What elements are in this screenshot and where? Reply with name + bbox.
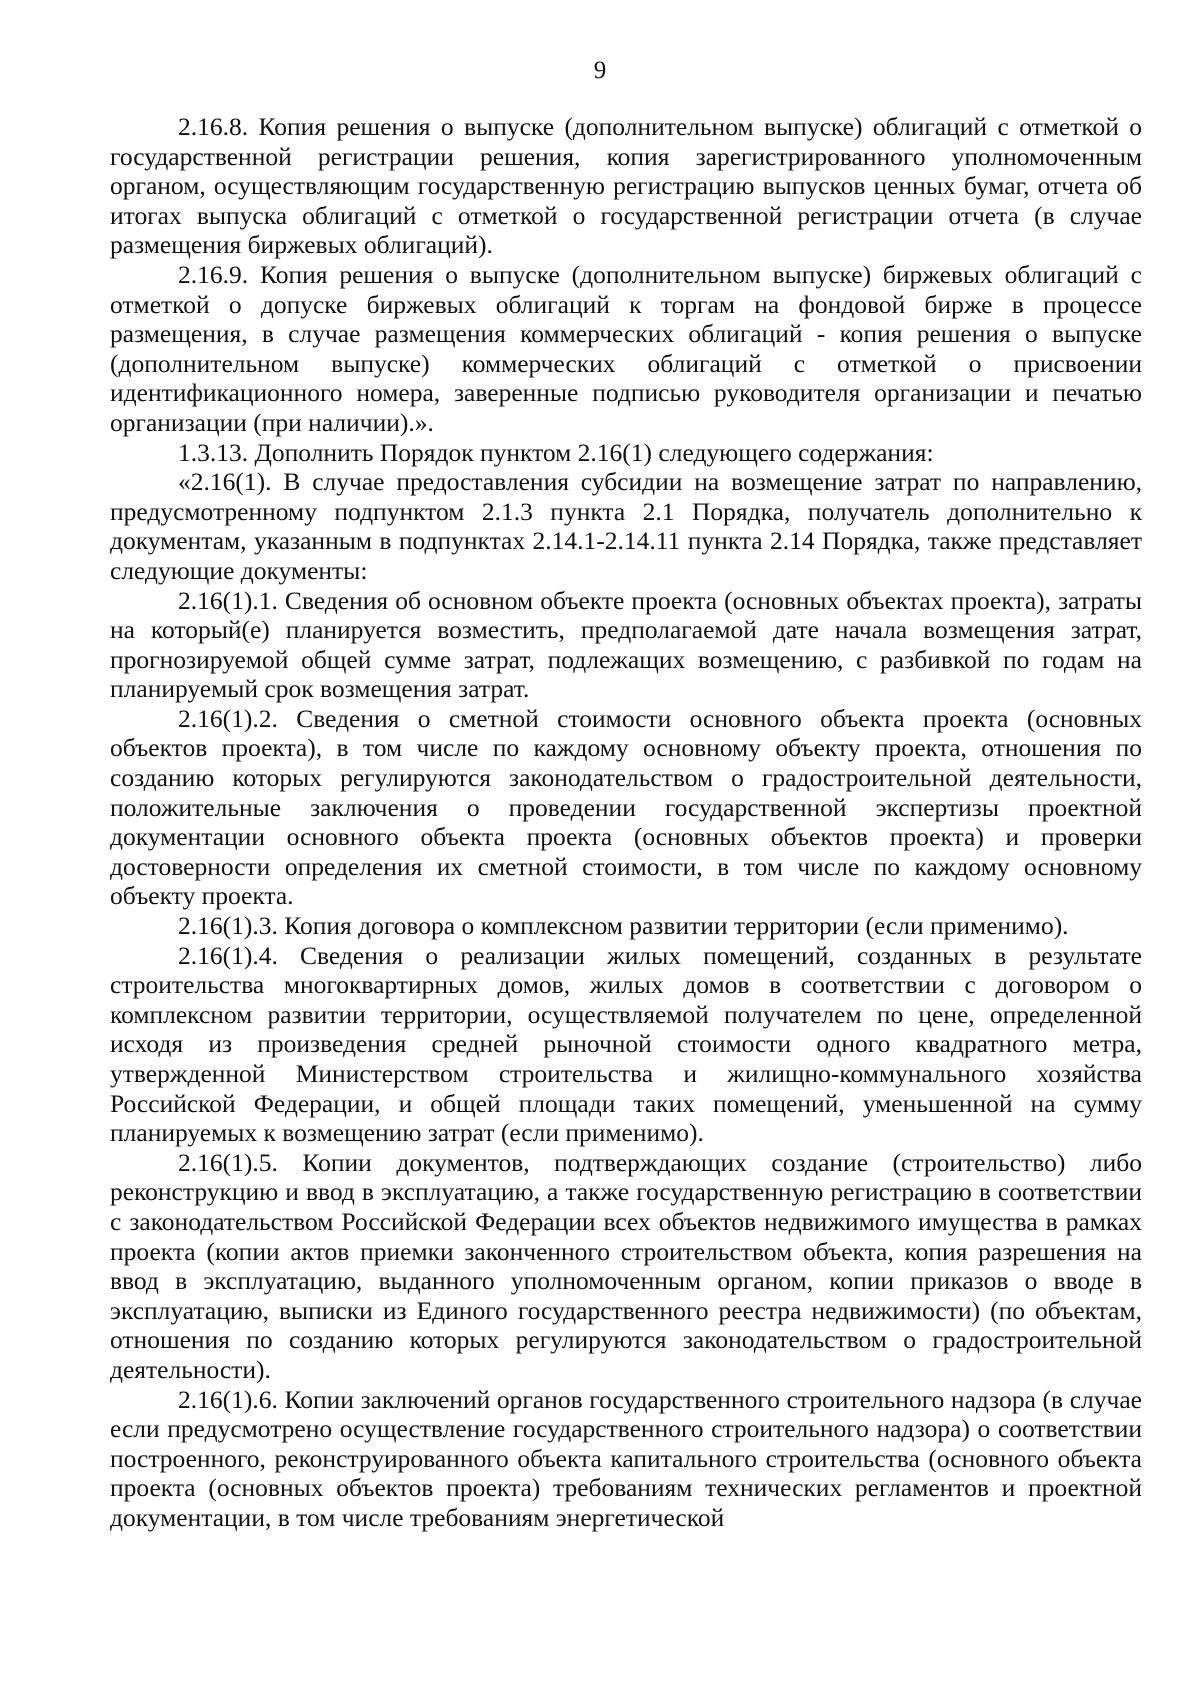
paragraph-2-16-1: «2.16(1). В случае предоставления субсидии на возмещение затрат по направлению, предусмотренному подпунктом 2.1.3 пункта 2.1 Порядка, получатель дополнительно к документам, указанным в подпунктах 2.14.1-2.14.11 пункта 2.14 Порядка, также представляет следующие документы: [110, 467, 1142, 585]
page-number: 9 [593, 57, 607, 84]
paragraph-2-16-9: 2.16.9. Копия решения о выпуске (дополнительном выпуске) биржевых облигаций с отметкой о допуске биржевых облигаций к торгам на фондовой бирже в процессе размещения, в случае размещения коммерческих облигаций - копия решения о выпуске (дополнительном выпуске) коммерческих облигаций с отметкой о присвоении идентификационного номера, заверенные подписью руководителя организации и печатью организации (при наличии).». [110, 259, 1142, 437]
paragraph-2-16-1-6: 2.16(1).6. Копии заключений органов государственного строительного надзора (в случае если предусмотрено осуществление государственного строительного надзора) о соответствии построенного, реконструированного объекта капитального строительства (основного объекта проекта (основных объектов проекта) требованиям технических регламентов и проектной документации, в том числе требованиям энергетической [110, 1384, 1142, 1532]
paragraph-2-16-1-1: 2.16(1).1. Сведения об основном объекте проекта (основных объектах проекта), затраты на который(е) планируется возместить, предполагаемой дате начала возмещения затрат, прогнозируемой общей сумме затрат, подлежащих возмещению, с разбивкой по годам на планируемый срок возмещения затрат. [110, 585, 1142, 704]
paragraph-1-3-13: 1.3.13. Дополнить Порядок пунктом 2.16(1) следующего содержания: [178, 437, 934, 467]
paragraph-2-16-1-5: 2.16(1).5. Копии документов, подтверждающих создание (строительство) либо реконструкцию и ввод в эксплуатацию, а также государственную регистрацию в соответствии с законодательством Российской Федерации всех объектов недвижимого имущества в рамках проекта (копии актов приемки законченного строительством объекта, копия разрешения на ввод в эксплуатацию, выданного уполномоченным органом, копии приказов о вводе в эксплуатацию, выписки из Единого государственного реестра недвижимости) (по объектам, отношения по созданию которых регулируются законодательством о градостроительной деятельности). [110, 1147, 1142, 1384]
paragraph-2-16-1-2: 2.16(1).2. Сведения о сметной стоимости основного объекта проекта (основных объектов проекта), в том числе по каждому основному объекту проекта, отношения по созданию которых регулируются законодательством о градостроительной деятельности, положительные заключения о проведении государственной экспертизы проектной документации основного объекта проекта (основных объектов проекта) и проверки достоверности определения их сметной стоимости, в том числе по каждому основному объекту проекта. [110, 703, 1142, 911]
paragraph-2-16-1-4: 2.16(1).4. Сведения о реализации жилых помещений, созданных в результате строительства многоквартирных домов, жилых домов в соответствии с договором о комплексном развитии территории, осуществляемой получателем по цене, определенной исходя из произведения средней рыночной стоимости одного квадратного метра, утвержденной Министерством строительства и жилищно-коммунального хозяйства Российской Федерации, и общей площади таких помещений, уменьшенной на сумму планируемых к возмещению затрат (если применимо). [110, 940, 1142, 1148]
paragraph-2-16-8: 2.16.8. Копия решения о выпуске (дополнительном выпуске) облигаций с отметкой о государственной регистрации решения, копия зарегистрированного уполномоченным органом, осуществляющим государственную регистрацию выпусков ценных бумаг, отчета об итогах выпуска облигаций с отметкой о государственной регистрации отчета (в случае размещения биржевых облигаций). [110, 112, 1142, 260]
paragraph-2-16-1-3: 2.16(1).3. Копия договора о комплексном развитии территории (если применимо). [178, 911, 1069, 941]
document-body [110, 112, 1142, 1533]
